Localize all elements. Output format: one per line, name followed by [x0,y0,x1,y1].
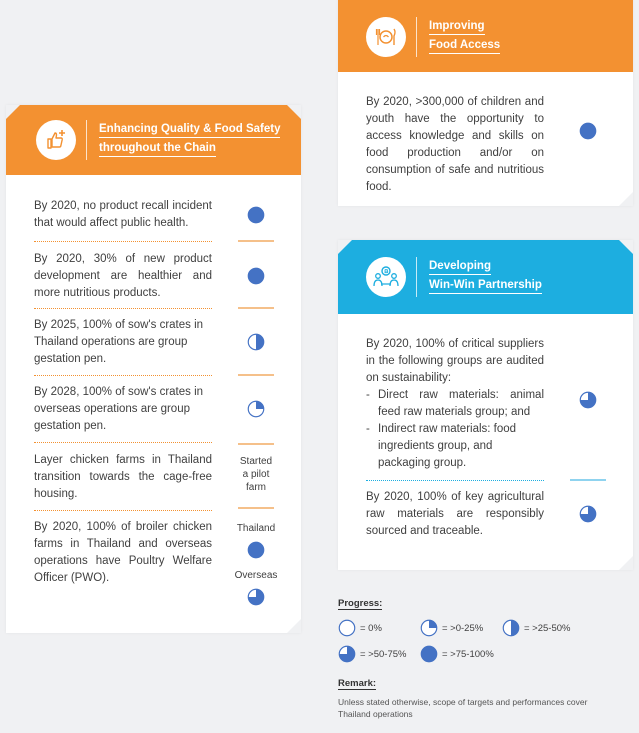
quality-card-title: Enhancing Quality & Food Safety throughout the Chain [99,121,280,159]
progress-three-quarter-icon [579,391,597,409]
food-access-card-header [338,0,633,72]
target-text: By 2020, no product recall incident that would affect public health. [34,200,212,229]
progress-three-quarter-icon [579,505,597,523]
progress-full-icon [420,645,438,663]
target-text: By 2020, 100% of broiler chicken farms in Thailand and overseas operations have Poultry Welfare Officer (PWO). [34,521,212,584]
legend-item: = >0-25% [420,619,483,637]
target-row [6,250,301,302]
region-label-thailand: Thailand [236,523,276,534]
progress-quarter-icon [420,619,438,637]
target-text: Layer chicken farms in Thailand transition towards the cage-free housing. [34,453,212,500]
partnership-card [338,240,633,570]
progress-empty-icon [338,619,356,637]
progress-half-icon [502,619,520,637]
food-access-card-title: Improving Food Access [429,18,500,56]
progress-full-icon [247,206,265,224]
progress-half-icon [247,333,265,351]
progress-full-icon [247,267,265,285]
progress-full-icon [579,122,597,140]
progress-three-quarter-icon [338,645,356,663]
legend-item: = >25-50% [502,619,570,637]
quality-food-safety-card [6,105,301,633]
remark-text: Unless stated otherwise, scope of targets and performances cover Thailand operations [338,697,588,719]
quality-card-header [6,105,301,175]
target-row [6,519,301,589]
target-text: By 2025, 100% of sow's crates in Thailand operations are group gestation pen. [34,318,204,365]
remark-title: Remark: [338,678,377,689]
status-text: Started a pilot farm [239,456,273,493]
target-text: By 2028, 100% of sow's crates in overseas operations are group gestation pen. [34,385,204,432]
legend-item: = >50-75% [338,645,406,663]
target-row [6,451,301,503]
target-row [6,197,301,233]
target-row [6,316,301,368]
progress-quarter-icon [247,400,265,418]
partnership-card-title: Developing Win-Win Partnership [429,258,542,296]
target-text: By 2020, 100% of key agricultural raw materials are responsibly sourced and traceable. [366,491,544,537]
progress-full-icon [247,541,265,559]
partnership-card-header [338,240,633,314]
people-coin-icon [366,257,406,297]
target-row [6,383,301,435]
food-access-card [338,0,633,206]
target-text: By 2020, 30% of new product development are healthier and more nutritious products. [34,252,212,299]
legend-item: = 0% [338,619,382,637]
legend-item: = >75-100% [420,645,494,663]
target-text: By 2020, 100% of critical suppliers in the following groups are audited on sustainability: - Direct raw materials: animal feed raw materials group; and - Indirect raw materials: food ingredients group, and packaging group. [366,338,544,469]
legend-title: Progress: [338,598,383,609]
plate-cutlery-icon [366,17,406,57]
progress-three-quarter-icon [247,588,265,606]
thumbs-up-plus-icon [36,120,76,160]
region-label-overseas: Overseas [234,570,278,581]
target-text: By 2020, >300,000 of children and youth have the opportunity to access knowledge and skills on food production and/or on consumption of safe and nutritious food. [366,96,544,193]
